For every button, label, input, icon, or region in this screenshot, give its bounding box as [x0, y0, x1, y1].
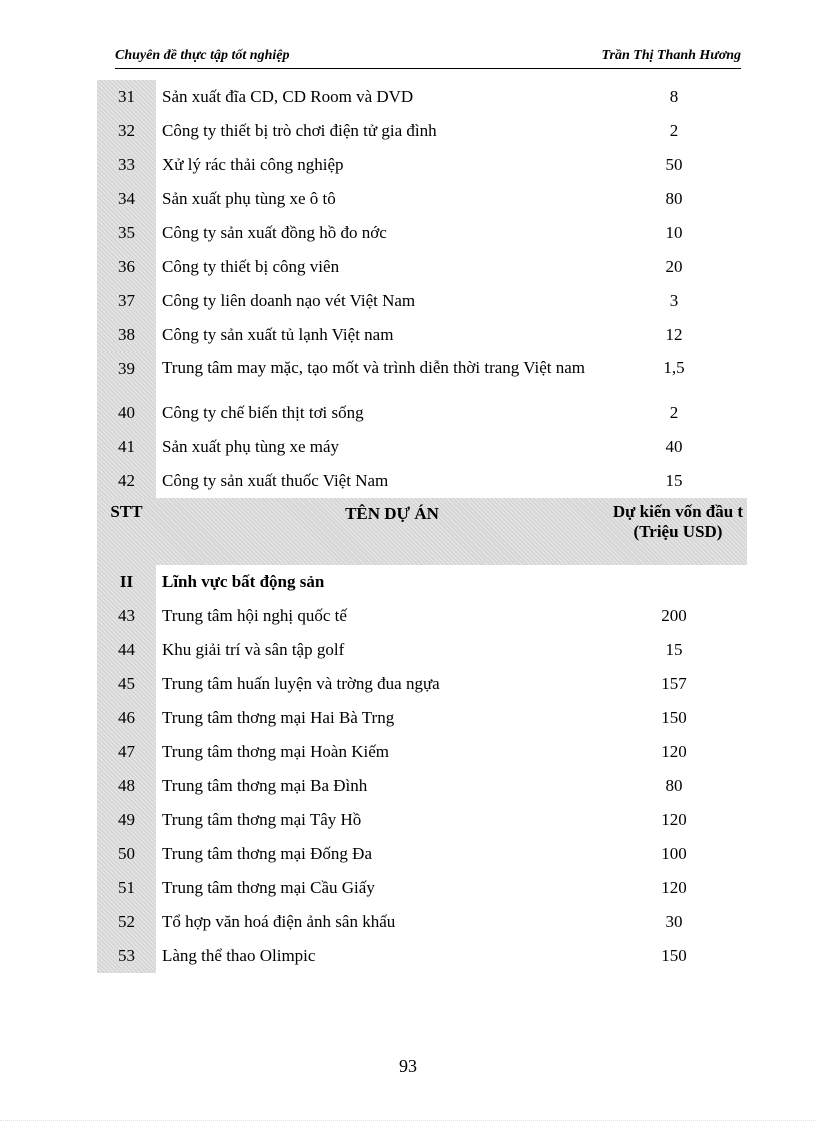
- table-row: [97, 599, 747, 633]
- capital-value: 12: [665, 325, 683, 344]
- capital-value: 2: [669, 403, 679, 422]
- project-name: Sản xuất phụ tùng xe máy: [162, 437, 340, 456]
- table-row: [97, 905, 747, 939]
- table-row: [97, 701, 747, 735]
- capital-value: 120: [661, 742, 687, 761]
- row-number: 34: [97, 182, 156, 216]
- capital-value: 8: [669, 87, 679, 106]
- capital-value: 120: [661, 810, 687, 829]
- project-name: Xử lý rác thải công nghiệp: [162, 155, 344, 174]
- capital-value: 40: [665, 437, 683, 456]
- capital-value: 15: [665, 471, 683, 490]
- row-number: 31: [97, 80, 156, 114]
- project-name: Công ty sản xuất đồng hồ đo nớc: [162, 223, 387, 242]
- header-project-name: TÊN DỰ ÁN: [345, 504, 439, 523]
- project-name: Trung tâm thơng mại Cầu Giấy: [162, 878, 375, 897]
- capital-value: 10: [665, 223, 683, 242]
- row-number: 41: [97, 430, 156, 464]
- project-name: Công ty liên doanh nạo vét Việt Nam: [162, 291, 416, 310]
- capital-value: 15: [665, 640, 683, 659]
- capital-value: 1,5: [663, 358, 685, 377]
- table-row: [97, 284, 747, 318]
- project-name: Công ty thiết bị công viên: [162, 257, 340, 276]
- project-name: Công ty chế biến thịt tơi sống: [162, 403, 364, 422]
- section-number: II: [97, 565, 156, 599]
- row-number: 43: [97, 599, 156, 633]
- project-name: Làng thể thao Olimpic: [162, 946, 316, 965]
- capital-value: 200: [661, 606, 687, 625]
- capital-value: 157: [661, 674, 687, 693]
- table-header-row: [97, 498, 747, 565]
- project-name: Trung tâm thơng mại Đống Đa: [162, 844, 372, 863]
- table-row: [97, 182, 747, 216]
- row-number: 49: [97, 803, 156, 837]
- row-number: 51: [97, 871, 156, 905]
- capital-value: 2: [669, 121, 679, 140]
- project-table: [97, 80, 747, 973]
- table-row: [97, 216, 747, 250]
- capital-value: 150: [661, 946, 687, 965]
- project-name: Công ty sản xuất tủ lạnh Việt nam: [162, 325, 394, 344]
- row-number: 36: [97, 250, 156, 284]
- row-number: 42: [97, 464, 156, 498]
- capital-value: 30: [665, 912, 683, 931]
- project-name: Trung tâm huấn luyện và trờng đua ngựa: [162, 674, 440, 693]
- row-number: 44: [97, 633, 156, 667]
- project-name: Khu giải trí và sân tập golf: [162, 640, 345, 659]
- table-row: [97, 396, 747, 430]
- table-row: [97, 250, 747, 284]
- capital-value: 80: [665, 776, 683, 795]
- section-title: Lĩnh vực bất động sản: [162, 572, 325, 591]
- table-row: [97, 114, 747, 148]
- capital-value: 80: [665, 189, 683, 208]
- table-row: [97, 464, 747, 498]
- capital-value: 20: [665, 257, 683, 276]
- row-number: 38: [97, 318, 156, 352]
- row-number: 33: [97, 148, 156, 182]
- project-name: Trung tâm thơng mại Hai Bà Trng: [162, 708, 395, 727]
- bottom-rule: [0, 1120, 816, 1121]
- project-name: Tổ hợp văn hoá điện ảnh sân khấu: [162, 912, 396, 931]
- table-row: [97, 430, 747, 464]
- row-number: 40: [97, 396, 156, 430]
- row-number: 39: [97, 352, 156, 396]
- row-number: 32: [97, 114, 156, 148]
- project-name: Trung tâm thơng mại Ba Đình: [162, 776, 368, 795]
- table-row: [97, 80, 747, 114]
- row-number: 48: [97, 769, 156, 803]
- page-number: 93: [399, 1056, 417, 1076]
- header-rule: [115, 68, 741, 69]
- row-number: 46: [97, 701, 156, 735]
- project-name: Công ty sản xuất thuốc Việt Nam: [162, 471, 389, 490]
- header-capital: Dự kiến vốn đầu t (Triệu USD): [612, 502, 744, 541]
- capital-value: 150: [661, 708, 687, 727]
- row-number: 37: [97, 284, 156, 318]
- row-number: 45: [97, 667, 156, 701]
- section-row: [97, 565, 747, 599]
- table-row: [97, 667, 747, 701]
- capital-value: 120: [661, 878, 687, 897]
- project-name: Trung tâm hội nghị quốc tế: [162, 606, 347, 625]
- header-title: Chuyên đề thực tập tốt nghiệp: [115, 48, 290, 63]
- table-row: [97, 939, 747, 973]
- project-name: Sản xuất phụ tùng xe ô tô: [162, 189, 336, 208]
- project-name: Trung tâm thơng mại Hoàn Kiếm: [162, 742, 389, 761]
- project-name: Công ty thiết bị trò chơi điện tử gia đình: [162, 121, 437, 140]
- row-number: 53: [97, 939, 156, 973]
- table-row: [97, 871, 747, 905]
- capital-value: 100: [661, 844, 687, 863]
- row-number: 52: [97, 905, 156, 939]
- project-name: Sản xuất đĩa CD, CD Room và DVD: [162, 87, 414, 106]
- table-row: [97, 633, 747, 667]
- row-number: 35: [97, 216, 156, 250]
- page-header: [115, 48, 741, 68]
- table-row: [97, 318, 747, 352]
- table-row: [97, 837, 747, 871]
- row-number: 47: [97, 735, 156, 769]
- header-author: Trần Thị Thanh Hương: [601, 48, 741, 63]
- table-row: [97, 352, 747, 396]
- row-number: 50: [97, 837, 156, 871]
- capital-value: 50: [665, 155, 683, 174]
- table-row: [97, 803, 747, 837]
- table-row: [97, 148, 747, 182]
- table-row: [97, 769, 747, 803]
- project-name: Trung tâm thơng mại Tây Hồ: [162, 810, 362, 829]
- header-stt: STT: [110, 502, 143, 521]
- capital-value: 3: [669, 291, 679, 310]
- table-row: [97, 735, 747, 769]
- project-name: Trung tâm may mặc, tạo mốt và trình diễn thời trang Việt nam: [162, 358, 585, 377]
